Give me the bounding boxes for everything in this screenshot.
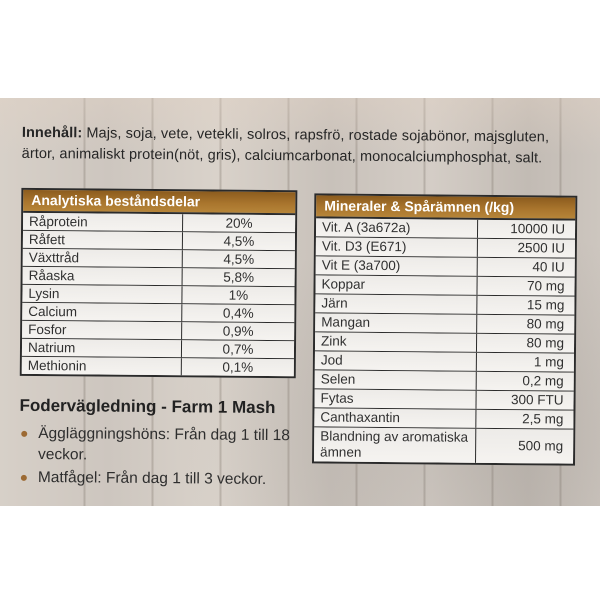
feeding-item-text: Matfågel: Från dag 1 till 3 veckor.: [37, 468, 267, 488]
table-row: [315, 294, 574, 315]
table-row: [314, 408, 573, 429]
row-value: 20%: [225, 215, 253, 231]
row-label: Råaska: [23, 267, 183, 285]
feed-label-photo: [0, 98, 600, 506]
table-row: [316, 237, 575, 258]
table-row: [23, 267, 295, 287]
row-value: 5,8%: [223, 269, 255, 285]
ingredients-title: Innehåll:: [21, 124, 83, 141]
row-label: Råprotein: [23, 213, 183, 231]
row-value: 15 mg: [526, 297, 565, 313]
row-value: 1 mg: [533, 354, 564, 370]
row-value: 2,5 mg: [522, 411, 564, 427]
table-row: [22, 285, 294, 305]
minerals-table-header: Mineraler & Spårämnen (/kg): [316, 195, 575, 220]
row-value: 2500 IU: [517, 240, 565, 256]
table-row: [22, 321, 294, 341]
row-value: 0,7%: [222, 341, 254, 357]
row-label: Methionin: [22, 357, 182, 375]
table-row: [22, 357, 294, 376]
row-label: Calcium: [22, 303, 182, 321]
row-value: 0,1%: [222, 359, 254, 375]
table-row: [314, 389, 573, 410]
table-row: [22, 339, 294, 359]
row-label: Växttråd: [23, 249, 183, 267]
row-value: 70 mg: [526, 278, 565, 294]
row-label: Blandning av aromatiska ämnen: [314, 427, 476, 462]
analytical-table: [20, 188, 298, 378]
table-row: [22, 303, 294, 323]
row-label: Selen: [315, 370, 477, 389]
feeding-guide-heading: Fodervägledning - Farm 1 Mash: [19, 395, 276, 418]
row-label: Natrium: [22, 339, 182, 357]
bullet-icon: [21, 431, 27, 437]
row-label: Mangan: [315, 313, 477, 332]
list-item: [19, 467, 293, 490]
label-content: [0, 98, 600, 511]
row-label: Fytas: [314, 389, 476, 408]
row-value: 0,4%: [222, 305, 254, 321]
row-label: Järn: [315, 294, 477, 313]
table-row: [315, 370, 574, 391]
row-label: Råfett: [23, 231, 183, 249]
table-row: [23, 249, 295, 269]
row-label: Koppar: [315, 275, 477, 294]
row-value: 0,9%: [222, 323, 254, 339]
feeding-item-text: Äggläggningshöns: Från dag 1 till 18 veckor.: [37, 424, 290, 464]
row-label: Jod: [315, 351, 477, 370]
row-value: 1%: [228, 287, 249, 303]
row-value: 80 mg: [526, 316, 565, 332]
list-item: [19, 423, 293, 467]
table-row: [23, 231, 295, 251]
feeding-guide-list: [19, 423, 320, 491]
row-label: Vit. A (3a672a): [316, 218, 478, 237]
ingredients-paragraph: [22, 122, 582, 169]
row-value: 4,5%: [223, 251, 255, 267]
row-value: 300 FTU: [510, 392, 564, 408]
bullet-icon: [21, 475, 27, 481]
row-label: Zink: [315, 332, 477, 351]
row-value: 80 mg: [526, 335, 565, 351]
row-value: 500 mg: [518, 438, 564, 454]
row-label: Canthaxantin: [314, 408, 476, 427]
row-value: 4,5%: [223, 233, 255, 249]
table-row: [315, 351, 574, 372]
analytical-table-header: Analytiska beståndsdelar: [23, 190, 295, 215]
ingredients-text: Majs, soja, vete, vetekli, solros, rapsfrö, rostade sojabönor, majsgluten, ärtor, animaliskt protein(nöt, gris), calciumcarbonat, monocalciumphosphat, salt.: [21, 124, 550, 166]
row-label: Vit E (3a700): [316, 256, 478, 275]
minerals-table: [312, 193, 577, 465]
table-row: [23, 213, 295, 233]
table-row: [314, 427, 573, 463]
row-value: 10000 IU: [510, 221, 566, 237]
row-label: Fosfor: [22, 321, 182, 339]
table-row: [316, 256, 575, 277]
table-row: [315, 275, 574, 296]
table-row: [315, 313, 574, 334]
feeding-guide-section: [19, 396, 320, 493]
table-row: [316, 218, 575, 239]
row-value: 0,2 mg: [522, 373, 564, 389]
table-row: [315, 332, 574, 353]
row-label: Lysin: [22, 285, 182, 303]
row-value: 40 IU: [532, 259, 565, 275]
row-label: Vit. D3 (E671): [316, 237, 478, 256]
